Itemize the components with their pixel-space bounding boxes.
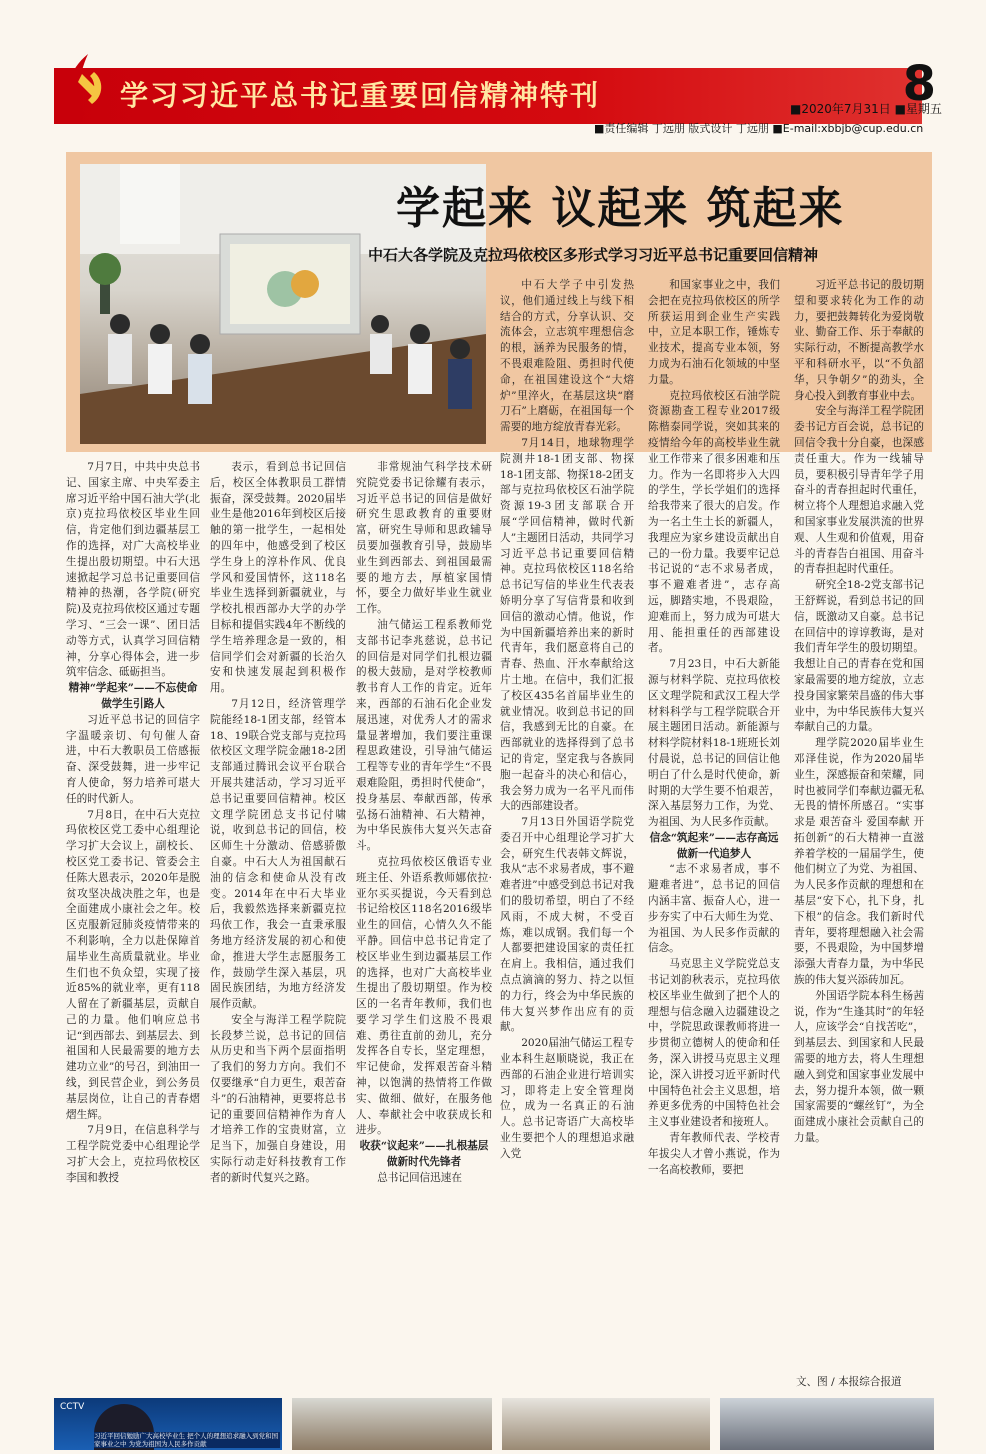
paragraph: 表示，看到总书记回信后，校区全体教职员工群情振奋，深受鼓舞。2020届毕业生是他2016年到校区后接触的第一批学生，一起相处的四年中，他感受到了校区学生身上的淳朴作风、优良学风和爱国情怀，这118名毕业生选择到新疆就业，与学校扎根西部办大学的办学目标和提倡实践4年不断线的学生培养理念是一致的，相信同学们会对新疆的长治久安和快速发展起到积极作用。 [210, 461, 346, 695]
paragraph: 2020届油气储运工程专业本科生赵顺晓说，我正在西部的石油企业进行培训实习，即将走上安全管理岗位，成为一名真正的石油人。总书记寄语广大高校毕业生要把个人的理想追求融入党 [500, 1037, 634, 1160]
paragraph: 7月14日，地球物理学院测井18-1团支部、物探18-1团支部、物探18-2团支部与克拉玛依校区石油学院资源19-3团支部联合开展“学回信精神，做时代新人”主题团日活动，共同学习习近平总书记重要回信精神。克拉玛依校区118名给总书记写信的毕业生代表表娇明分享了写信背景和收到回信的激动心情。他说，作为中国新疆培养出来的新时代青年，我们愿意将自己的青春、热血、汗水奉献给这片土地。在信中，我们汇报了校区435名首届毕业生的就业情况。收到总书记的回信，我感到无比的自豪。在西部就业的选择得到了总书记的肯定，坚定我与各族同胞一起奋斗的决心和信心，我会努力成为一名平凡而伟大的西部建设者。 [500, 436, 634, 813]
article-column-3 [356, 460, 492, 1378]
news-broadcast-photo [54, 1398, 282, 1450]
photo-strip [54, 1398, 934, 1450]
paragraph: 和国家事业之中，我们会把在克拉玛依校区的所学所获运用到企业生产实践中，立足本职工作，锤炼专业技术，提高专业本领，努力成为石油石化领域的中坚力量。 [648, 279, 780, 386]
sub-headline: 中石大各学院及克拉玛依校区多形式学习习近平总书记重要回信精神 [368, 246, 819, 264]
article-column-1 [66, 460, 200, 1378]
paragraph: 总书记回信迅速在 [377, 1171, 462, 1184]
paragraph: 外国语学院本科生杨茜说，作为“生逢其时”的年轻人，应该学会“自找苦吃”，到基层去、到国家和人民最需要的地方去，将人生理想融入到党和国家事业发展中去，努力提升本领，做一颗国家需要的“螺丝钉”，为全面建成小康社会贡献自己的力量。 [794, 989, 924, 1145]
meeting-photo-4 [720, 1398, 934, 1450]
paragraph: 安全与海洋工程学院院长段梦兰说，总书记的回信从历史和当下两个层面指明了我们的努力方向。我们不仅要继承“自力更生，艰苦奋斗”的石油精神，更要将总书记的重要回信精神作为育人才培养工作的宝贵财富，立足当下，加强自身建设，用实际行动走好科技教育工作者的新时代复兴之路。 [210, 1013, 346, 1184]
main-headline: 学起来 议起来 筑起来 [396, 183, 845, 234]
paragraph: 7月12日，经济管理学院能经18-1团支部，经管本18、19联合党支部与克拉玛依校区文理学院金融18-2团支部通过腾讯会议平台联合开展共建活动，学习习近平总书记重要回信精神。校区文理学院团总支书记付啸说，收到总书记的回信，校区师生十分激动、倍感骄傲自豪。中石大人为祖国献石油的信念和使命从没有改变。2014年在中石大毕业后，我毅然选择来新疆克拉玛依工作，我会一直秉承服务地方经济发展的初心和使命，推进大学生志愿服务工作，鼓励学生深入基层，巩固民族团结，为地方经济发展作贡献。 [210, 697, 346, 1011]
broadcast-caption: 习近平回信勉励广大高校毕业生 把个人的理想追求融入到党和国家事业之中 为党为祖国为人民多作贡献 [94, 1432, 279, 1448]
article-column-4 [500, 278, 634, 1378]
dateline: ■2020年7月31日 ■星期五 [790, 102, 942, 116]
paragraph: 非常规油气科学技术研究院党委书记徐耀有表示，习近平总书记的回信是做好研究生思政教育的重要财富，研究生导师和思政辅导员要加强教育引导，鼓励毕业生到西部去、到祖国最需要的地方去，厚植家国情怀，要全力做好毕业生就业工作。 [356, 461, 492, 616]
paragraph: 7月9日，在信息科学与工程学院党委中心组理论学习扩大会上，克拉玛依校区李国和教授 [66, 1124, 200, 1184]
section-subheading: 信念“筑起来”——志存高远做新一代追梦人 [649, 831, 779, 860]
section-subheading: 精神“学起来”——不忘使命做学生引路人 [68, 682, 198, 710]
paragraph: 克拉玛依校区俄语专业班主任、外语系教师娜依拉·亚尔买买提说，今天看到总书记给校区118名2016级毕业生的回信，心情久久不能平静。回信中总书记肯定了校区毕业生到边疆基层工作的选择，也对广大高校毕业生提出了殷切期望。作为校区的一名青年教师，我们也要学习学生们这股不畏艰难、勇往直前的劲儿，充分发挥各自专长，坚定理想，牢记使命，发挥艰苦奋斗精神，以饱满的热情将工作做实、做细、做好，在服务他人、奉献社会中收获成长和进步。 [356, 855, 492, 1137]
paragraph: 7月8日，在中石大克拉玛依校区党工委中心组理论学习扩大会议上，副校长、校区党工委书记、管委会主任陈大恩表示，2020年是脱贫攻坚决战决胜之年，也是全面建成小康社会之年。校区克服新冠肺炎疫情带来的不利影响，全力以赴保障首届毕业生高质量就业。毕业生们也不负众望，实现了接近85%的就业率，更有118人留在了新疆基层，贡献自己的力量。他们响应总书记“到西部去、到基层去、到祖国和人民最需要的地方去建功立业”的号召，到油田一线，到民营企业，到公务员基层岗位，让自己的青春熠熠生辉。 [66, 808, 200, 1121]
paragraph: 7月23日，中石大新能源与材料学院、克拉玛依校区文理学院和武汉工程大学材料科学与工程学院联合开展主题团日活动。新能源与材料学院材料18-1班班长刘付晨说，总书记的回信让他明白了什么是时代使命，新时期的大学生要不怕艰苦，深入基层努力工作，为党、为祖国、为人民多作贡献。 [648, 658, 780, 829]
page-number: 8 [902, 56, 936, 112]
byline: 文、图 / 本报综合报道 [796, 1376, 902, 1388]
paragraph: 7月7日，中共中央总书记、国家主席、中央军委主席习近平给中国石油大学(北京)克拉玛依校区毕业生回信，肯定他们到边疆基层工作的选择，对广大高校毕业生提出殷切期望。中石大迅速掀起学习总书记重要回信精神的热潮，各学院(研究院)及克拉玛依校区通过专题学习、“三会一课”、团日活动等方式，认真学习回信精神，分享心得体会，进一步筑牢信念、砥砺担当。 [66, 461, 200, 679]
paragraph: “志不求易者成，事不避难者进”，总书记的回信内涵丰富、振奋人心，进一步夯实了中石大师生为党、为祖国、为人民多作贡献的信念。 [648, 863, 780, 955]
paragraph: 理学院2020届毕业生邓泽佳说，作为2020届毕业生，深感振奋和荣耀，同时也被同学们奉献边疆无私无畏的情怀所感召。“实事求是 艰苦奋斗 爱国奉献 开拓创新”的石大精神一直滋养着学校的一届届学生，使他们树立了为党、为祖国、为人民多作贡献的理想和在基层“安下心，扎下身，扎下根”的信念。我们新时代青年，要将理想融入社会需要，不畏艰险，为中国梦增添强大青春力量，为中华民族的伟大复兴添砖加瓦。 [794, 737, 924, 987]
paragraph: 安全与海洋工程学院团委书记方百会说，总书记的回信令我十分自豪，也深感责任重大。作为一线辅导员，要积极引导青年学子用奋斗的青春担起时代重任，树立将个人理想追求融入党和国家事业发展洪流的世界观、人生观和价值观，用奋斗的青春告白祖国、用奋斗的青春担起时代重任。 [794, 405, 924, 576]
section-subheading: 收获“议起来”——扎根基层做新时代先锋者 [359, 1140, 489, 1169]
paragraph: 马克思主义学院党总支书记刘韵秋表示，克拉玛依校区毕业生做到了把个人的理想与信念融入边疆建设之中，学院思政课教师将进一步贯彻立德树人的使命和任务，深入讲授马克思主义理论，深入讲授习近平新时代中国特色社会主义思想，培养更多优秀的中国特色社会主义事业建设者和接班人。 [648, 958, 780, 1129]
meeting-photo-2 [292, 1398, 492, 1450]
paragraph: 油气储运工程系教师党支部书记李兆慈说，总书记的回信是对同学们扎根边疆的极大鼓励，是对学校教师教书育人工作的肯定。近年来，西部的石油石化企业发展迅速，对优秀人才的需求量显著增加，我们要注重课程思政建设，引导油气储运工程等专业的青年学生“不畏艰难险阻，勇担时代使命”，投身基层、奉献西部，传承弘扬石油精神、石大精神，为中华民族伟大复兴矢志奋斗。 [356, 618, 492, 853]
paragraph: 研究全18-2党支部书记王舒辉说，看到总书记的回信，既激动又自豪。总书记在回信中的谆谆教诲，是对我们青年学生的殷切期望。我想让自己的青春在党和国家最需要的地方绽放，立志投身国家繁荣昌盛的伟大事业中，为中华民族伟大复兴奉献自己的力量。 [794, 579, 924, 734]
paragraph: 习近平总书记的殷切期望和要求转化为工作的动力，要把鼓舞转化为爱岗敬业、勤奋工作、乐于奉献的实际行动，不断提高教学水平和科研水平，以“不负韶华，只争朝夕”的劲头，全身心投入到教育事业中去。 [794, 279, 924, 402]
tv-logo: CCTV [60, 1402, 85, 1412]
paragraph: 青年教师代表、学校青年拔尖人才曾小燕说，作为一名高校教师，要把 [648, 1132, 780, 1176]
masthead-title: 学习习近平总书记重要回信精神特刊 [120, 79, 601, 112]
paragraph: 中石大学子中引发热议，他们通过线上与线下相结合的方式，分享认识、交流体会，立志筑牢理想信念的根，涵养为民服务的情，不畏艰难险阻、勇担时代使命，在祖国建设这个“大熔炉”里淬火，在基层这块“磨刀石”上磨砺，在祖国每一个需要的地方绽放青春光彩。 [500, 279, 634, 434]
article-column-2 [210, 460, 346, 1378]
article-column-5 [648, 278, 780, 1378]
article-column-6 [794, 278, 924, 1372]
party-emblem-icon [58, 52, 118, 126]
meeting-photo-3 [502, 1398, 710, 1450]
paragraph: 克拉玛依校区石油学院资源勘查工程专业2017级陈楷泰同学说，突如其来的疫情给今年的高校毕业生就业工作带来了很多困难和压力。作为一名即将步入大四的学生，学长学姐们的选择给我带来了很大的启发。作为一名土生土长的新疆人，我理应为家乡建设贡献出自己的一份力量。我要牢记总书记说的“志不求易者成，事不避难者进”，志存高远，脚踏实地，不畏艰险，迎难而上，努力成为可堪大用、能担重任的西部建设者。 [648, 389, 780, 655]
editor-line: ■责任编辑 丁远朋 版式设计 丁远朋 ■E-mail:xbbjb@cup.edu.cn [594, 122, 924, 135]
paragraph: 7月13日外国语学院党委召开中心组理论学习扩大会，研究生代表韩文辉说，我从“志不求易者成，事不避难者进”中感受到总书记对我们的殷切希望，明白了不经风雨，不成大树，不受百炼，难以成钢。我们每一个人都要把建设国家的责任扛在肩上。我相信，通过我们点点滴滴的努力、持之以恒的力行，终会为中华民族的伟大复兴梦作出应有的贡献。 [500, 816, 634, 1034]
paragraph: 习近平总书记的回信字字温暖亲切、句句催人奋进，中石大教职员工倍感振奋、深受鼓舞，进一步牢记育人使命，努力培养可堪大任的时代新人。 [66, 713, 200, 805]
